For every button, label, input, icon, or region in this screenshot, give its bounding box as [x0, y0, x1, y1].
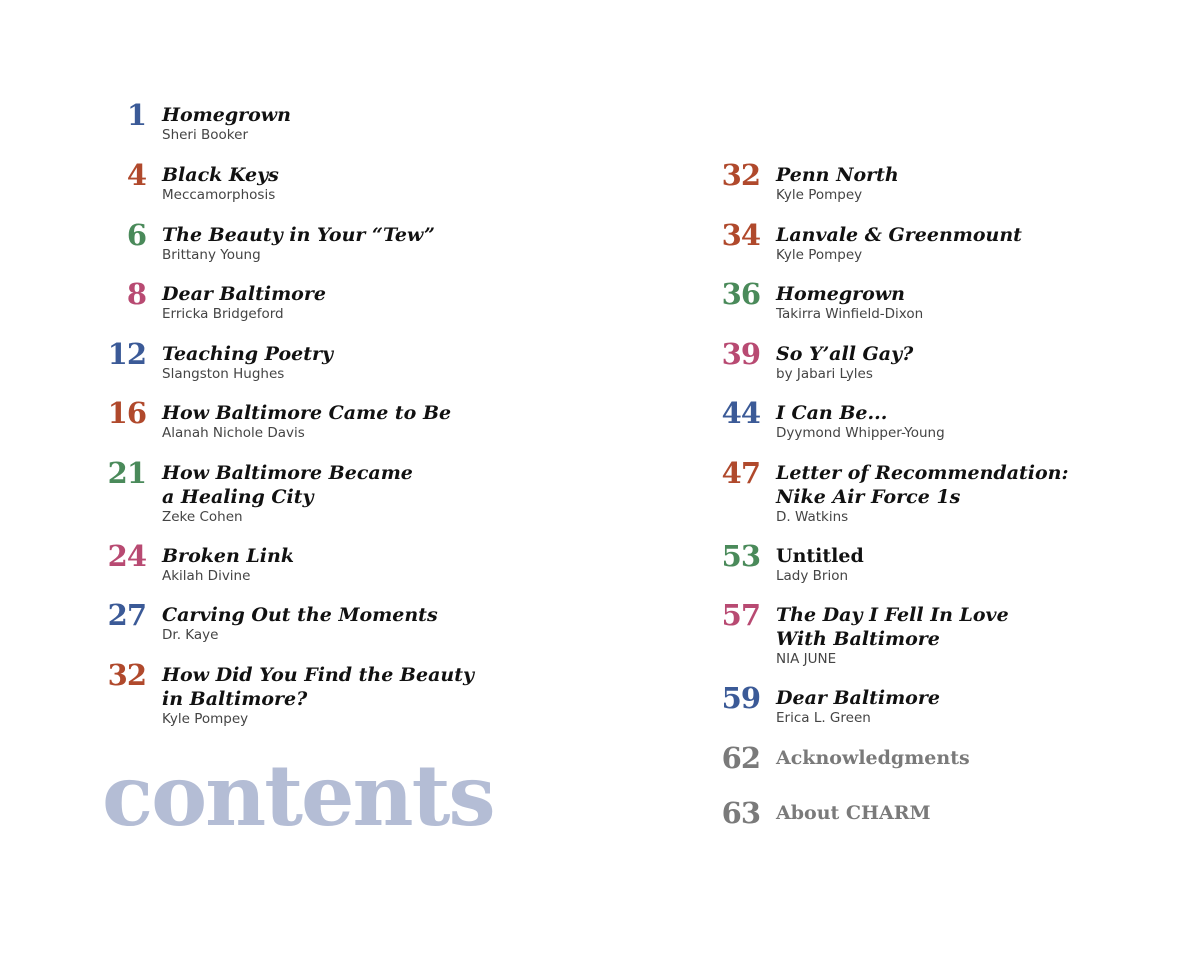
toc-entry-penn-north[interactable] [614, 158, 1200, 218]
page-number: 27 [107, 598, 146, 632]
toc-entry-how-baltimore-came-to-be[interactable] [0, 396, 600, 456]
entry-author: Meccamorphosis [162, 187, 276, 203]
toc-entry-dear-baltimore[interactable] [0, 277, 600, 337]
toc-entry-so-y-all-gay[interactable] [614, 337, 1200, 397]
entry-title: How Baltimore Came to Be [162, 402, 452, 424]
entry-title: Teaching Poetry [162, 343, 334, 365]
entry-author: Kyle Pompey [776, 187, 863, 203]
entry-author: Dyymond Whipper-Young [776, 425, 945, 441]
entry-title: Broken Link [162, 545, 294, 567]
page-number: 16 [107, 396, 146, 430]
entry-title: Homegrown [162, 104, 291, 126]
toc-entry-how-baltimore-became-a-healing-city[interactable] [0, 456, 600, 525]
page-number: 21 [107, 456, 146, 490]
entry-author: Dr. Kaye [162, 627, 219, 643]
entry-author: Erricka Bridgeford [162, 306, 284, 322]
toc-entry-lanvale-greenmount[interactable] [614, 218, 1200, 278]
page-number: 12 [107, 337, 146, 371]
entry-title: Dear Baltimore [162, 283, 326, 305]
page-number: 57 [721, 598, 760, 632]
entry-title: Penn North [776, 164, 899, 186]
entry-title: Carving Out the Moments [162, 604, 438, 626]
entry-author: D. Watkins [776, 509, 849, 525]
entry-title: The Day I Fell In Love With Baltimore [776, 604, 1009, 650]
entry-title: About CHARM [776, 802, 931, 824]
contents-heading: contents [102, 746, 494, 845]
page-number: 63 [721, 796, 760, 830]
entry-author: Erica L. Green [776, 710, 871, 726]
page-number: 32 [721, 158, 760, 192]
entry-author: Takirra Winfield-Dixon [776, 306, 924, 322]
entry-title: Letter of Recommendation: Nike Air Force 1s [776, 462, 1069, 508]
toc-entry-homegrown[interactable] [614, 277, 1200, 337]
entry-title: Homegrown [776, 283, 905, 305]
entry-title: How Baltimore Became a Healing City [162, 462, 413, 508]
entry-author: Kyle Pompey [162, 711, 249, 727]
entry-author: Sheri Booker [162, 127, 248, 143]
toc-entry-acknowledgments[interactable] [614, 741, 1200, 801]
toc-entry-the-beauty-in-your-tew[interactable] [0, 218, 600, 278]
page-number: 6 [126, 218, 146, 252]
toc-entry-i-can-be[interactable] [614, 396, 1200, 456]
entry-title: Dear Baltimore [776, 687, 940, 709]
entry-title: So Y’all Gay? [776, 343, 914, 365]
page-number: 34 [721, 218, 760, 252]
entry-title: The Beauty in Your “Tew” [162, 224, 435, 246]
page-number: 47 [721, 456, 760, 490]
entry-title: Black Keys [162, 164, 279, 186]
toc-entry-carving-out-the-moments[interactable] [0, 598, 600, 658]
entry-author: Lady Brion [776, 568, 849, 584]
page-number: 1 [126, 98, 146, 132]
entry-title: Acknowledgments [776, 747, 970, 769]
toc-entry-the-day-i-fell-in-love-with-baltimore[interactable] [614, 598, 1200, 667]
page-number: 59 [721, 681, 760, 715]
page-number: 53 [721, 539, 760, 573]
toc-entry-untitled[interactable] [614, 539, 1200, 599]
entry-title: Untitled [776, 545, 864, 567]
entry-author: NIA JUNE [776, 651, 837, 667]
entry-author: Alanah Nichole Davis [162, 425, 305, 441]
contents-right-column [614, 0, 1200, 966]
entry-title: How Did You Find the Beauty in Baltimore? [162, 664, 475, 710]
entry-title: Lanvale & Greenmount [776, 224, 1022, 246]
page-number: 32 [107, 658, 146, 692]
page-number: 39 [721, 337, 760, 371]
toc-entry-letter-of-recommendation-nike-air-force-1s[interactable] [614, 456, 1200, 525]
page-number: 36 [721, 277, 760, 311]
toc-entry-dear-baltimore[interactable] [614, 681, 1200, 741]
entry-title: I Can Be... [776, 402, 888, 424]
page-number: 44 [721, 396, 760, 430]
page-number: 8 [126, 277, 146, 311]
toc-entry-teaching-poetry[interactable] [0, 337, 600, 397]
entry-author: Brittany Young [162, 247, 261, 263]
toc-entry-about-charm[interactable] [614, 796, 1200, 856]
page-number: 4 [126, 158, 146, 192]
entry-author: Zeke Cohen [162, 509, 243, 525]
toc-entry-black-keys[interactable] [0, 158, 600, 218]
toc-entry-broken-link[interactable] [0, 539, 600, 599]
page-number: 24 [107, 539, 146, 573]
entry-author: by Jabari Lyles [776, 366, 873, 382]
entry-author: Slangston Hughes [162, 366, 285, 382]
entry-author: Akilah Divine [162, 568, 251, 584]
page-number: 62 [721, 741, 760, 775]
entry-author: Kyle Pompey [776, 247, 863, 263]
toc-entry-how-did-you-find-the-beauty-in-baltimore[interactable] [0, 658, 600, 727]
toc-entry-homegrown[interactable] [0, 98, 600, 158]
